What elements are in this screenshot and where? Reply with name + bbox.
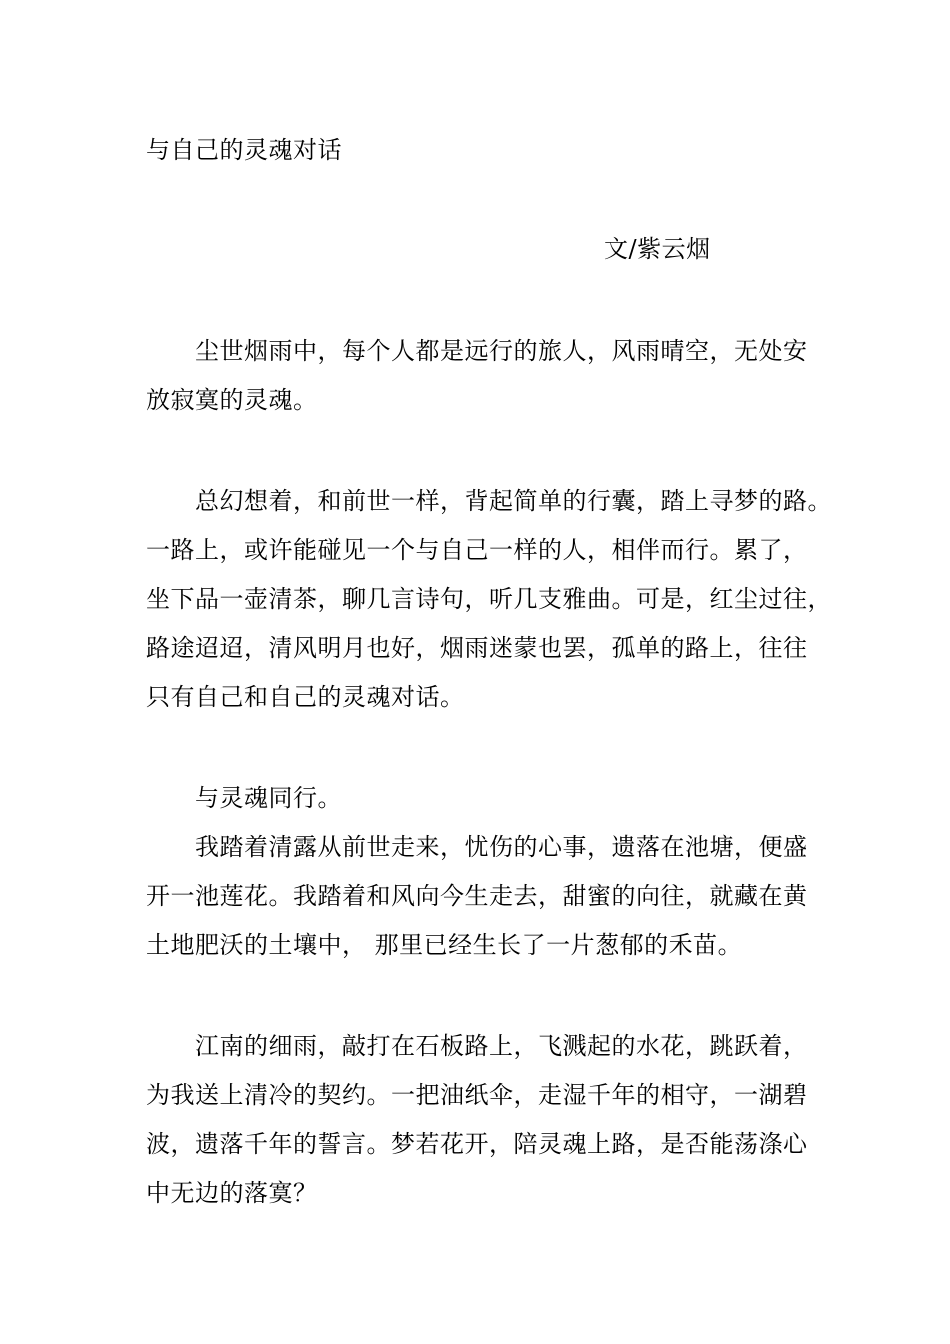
paragraph-line: 波，遗落千年的誓言。梦若花开，陪灵魂上路，是否能荡涤心 [146, 1130, 808, 1158]
paragraph-line: 总幻想着，和前世一样，背起简单的行囊，踏上寻梦的路。 [195, 487, 832, 515]
paragraph-line: 中无边的落寞？ [146, 1179, 318, 1207]
paragraph-line: 土地肥沃的土壤中， 那里已经生长了一片葱郁的禾苗。 [146, 931, 743, 959]
paragraph-line: 坐下品一壶清茶，聊几言诗句，听几支雅曲。可是，红尘过往， [146, 585, 832, 613]
paragraph-line: 尘世烟雨中，每个人都是远行的旅人，风雨晴空，无处安 [195, 337, 808, 365]
paragraph-line: 江南的细雨，敲打在石板路上，飞溅起的水花，跳跃着， [195, 1032, 808, 1060]
paragraph-line: 为我送上清冷的契约。一把油纸伞，走湿千年的相守，一湖碧 [146, 1081, 808, 1109]
document-title: 与自己的灵魂对话 [146, 136, 342, 164]
paragraph-line: 我踏着清露从前世走来，忧伤的心事，遗落在池塘，便盛 [195, 833, 808, 861]
paragraph-line: 路途迢迢，清风明月也好，烟雨迷蒙也罢，孤单的路上，往往 [146, 634, 808, 662]
paragraph-line: 与灵魂同行。 [195, 784, 342, 812]
paragraph-line: 只有自己和自己的灵魂对话。 [146, 683, 465, 711]
paragraph-line: 一路上，或许能碰见一个与自己一样的人，相伴而行。累了， [146, 536, 808, 564]
paragraph-line: 放寂寞的灵魂。 [146, 386, 318, 414]
paragraph-line: 开一池莲花。我踏着和风向今生走去，甜蜜的向往，就藏在黄 [146, 882, 808, 910]
document-author: 文/紫云烟 [604, 235, 711, 263]
